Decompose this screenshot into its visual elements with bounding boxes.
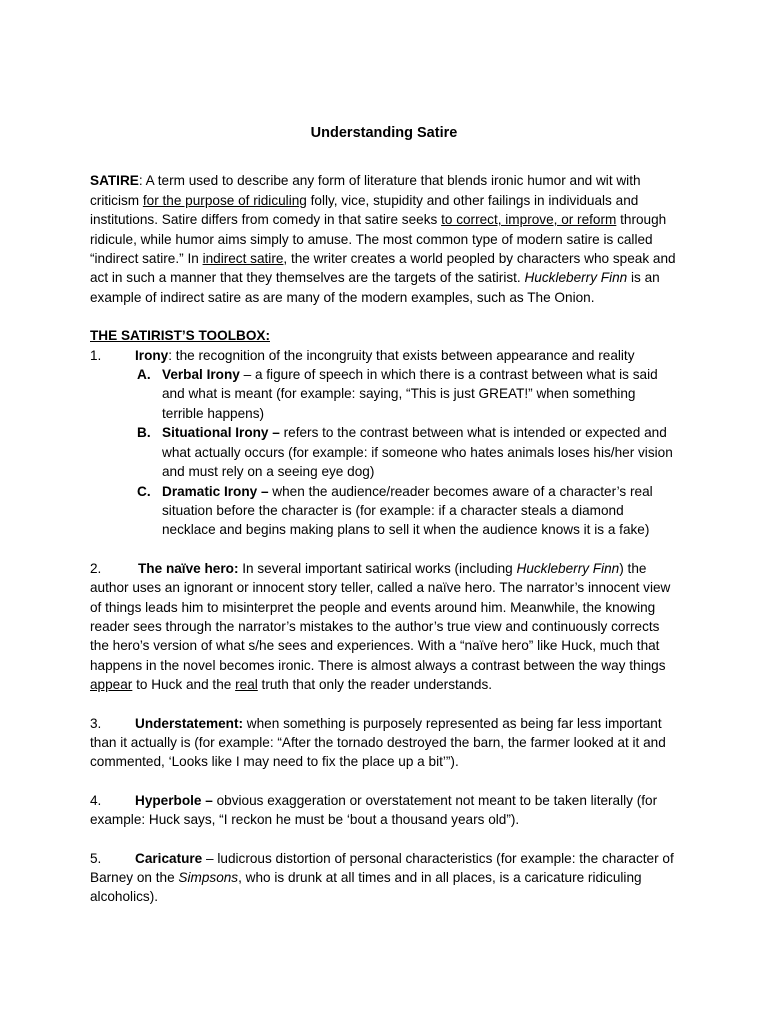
caricature-term: Caricature bbox=[135, 850, 203, 866]
list-item bbox=[90, 365, 678, 423]
caricature-item bbox=[90, 849, 678, 907]
hyperbole-term: Hyperbole – bbox=[135, 792, 213, 808]
understatement-term: Understatement: bbox=[135, 715, 244, 731]
naive-italic-title: Huckleberry Finn bbox=[516, 560, 620, 576]
caricature-italic-title: Simpsons bbox=[178, 870, 239, 885]
list-term: Situational Irony – bbox=[162, 425, 280, 441]
naive-term: The naïve hero: bbox=[138, 560, 239, 576]
intro-text-4: , the writer creates a world peopled by characters who speak and act in such a manner that they themselves are the targets of the satirist. bbox=[90, 251, 676, 286]
naive-underline-1: appear bbox=[90, 677, 133, 693]
hyperbole-desc: obvious exaggeration or overstatement not meant to be taken literally (for example: Huck says, “I reckon he must be ‘bout a thousand years old”). bbox=[90, 792, 658, 828]
naive-underline-2: real bbox=[235, 677, 258, 693]
caricature-text-2: , who is drunk at all times and in all places, is a caricature ridiculing alcoholics). bbox=[90, 870, 642, 905]
list-desc: refers to the contrast between what is intended or expected and what actually occurs (for example: if someone who hates animals loses his/her vision and must rely on a seeing eye dog) bbox=[162, 425, 673, 480]
hyperbole-item bbox=[90, 791, 678, 830]
satire-definition bbox=[90, 171, 678, 307]
understatement-number: 3. bbox=[90, 715, 102, 731]
understatement-item bbox=[90, 714, 678, 772]
list-term: Verbal Irony bbox=[162, 367, 240, 383]
understatement-desc: when something is purposely represented as being far less important than it actually is (for example: “After the tornado destroyed the barn, the farmer looked at it and commented, ‘Looks like I may need to fix the place up a bit’”). bbox=[90, 715, 666, 770]
intro-italic-title: Huckleberry Finn bbox=[524, 270, 628, 286]
intro-underline-1: for the purpose of ridiculing bbox=[142, 192, 307, 208]
irony-types-list bbox=[90, 365, 678, 540]
document-title: Understanding Satire bbox=[310, 125, 458, 141]
list-term: Dramatic Irony – bbox=[162, 483, 269, 499]
list-letter: A. bbox=[137, 367, 151, 383]
irony-term: Irony bbox=[135, 347, 169, 363]
toolbox-heading: THE SATIRIST’S TOOLBOX: bbox=[90, 328, 270, 344]
hyperbole-number: 4. bbox=[90, 792, 102, 808]
caricature-text-1: – ludicrous distortion of personal characteristics (for example: the character of Barney on the bbox=[90, 850, 674, 885]
intro-text-2: folly, vice, stupidity and other failings in individuals and institutions. Satire differs from comedy in that satire seeks bbox=[90, 192, 639, 228]
satire-term: SATIRE bbox=[90, 173, 139, 189]
list-item bbox=[90, 482, 678, 540]
list-desc: when the audience/reader becomes aware of a character’s real situation before the character is (for example: if a character steals a diamond necklace and begins making plans to sell it when the audience knows it is a fake) bbox=[162, 483, 653, 538]
list-desc: – a figure of speech in which there is a contrast between what is said and what is meant (for example: saying, “This is just GREAT!” when something terrible happens) bbox=[162, 367, 658, 421]
list-item bbox=[90, 423, 678, 481]
irony-desc: : the recognition of the incongruity that exists between appearance and reality bbox=[168, 347, 635, 363]
naive-text-2: ) the author uses an ignorant or innocent story teller, called a naïve hero. The narrator’s innocent view of things leads him to misinterpret the people and events around him. Meanwhile, the knowing reader sees through the narrator’s mistakes to the author’s true view and continuously corrects the hero’s version of what s/he sees and experiences. With a “naïve hero” like Huck, much that happens in the novel becomes ironic. There is almost always a contrast between the way things bbox=[90, 560, 671, 673]
irony-item bbox=[90, 346, 678, 365]
intro-text-1: : A term used to describe any form of literature that blends ironic humor and wit with criticism bbox=[90, 173, 641, 208]
naive-hero-item bbox=[90, 559, 678, 695]
intro-text-5: is an example of indirect satire as are many of the modern examples, such as The Onion. bbox=[90, 270, 660, 305]
list-letter: B. bbox=[137, 425, 151, 441]
list-letter: C. bbox=[137, 483, 151, 499]
intro-underline-3: indirect satire bbox=[202, 251, 284, 267]
naive-text-3: to Huck and the bbox=[132, 677, 236, 693]
naive-number: 2. bbox=[90, 560, 102, 576]
naive-text-1: In several important satirical works (including bbox=[238, 560, 517, 576]
intro-underline-2: to correct, improve, or reform bbox=[441, 212, 617, 228]
caricature-number: 5. bbox=[90, 850, 102, 866]
irony-number: 1. bbox=[90, 347, 102, 363]
intro-text-3: through ridicule, while humor aims simply to amuse. The most common type of modern satire is called “indirect satire.” In bbox=[90, 212, 667, 267]
naive-text-4: truth that only the reader understands. bbox=[257, 677, 493, 693]
